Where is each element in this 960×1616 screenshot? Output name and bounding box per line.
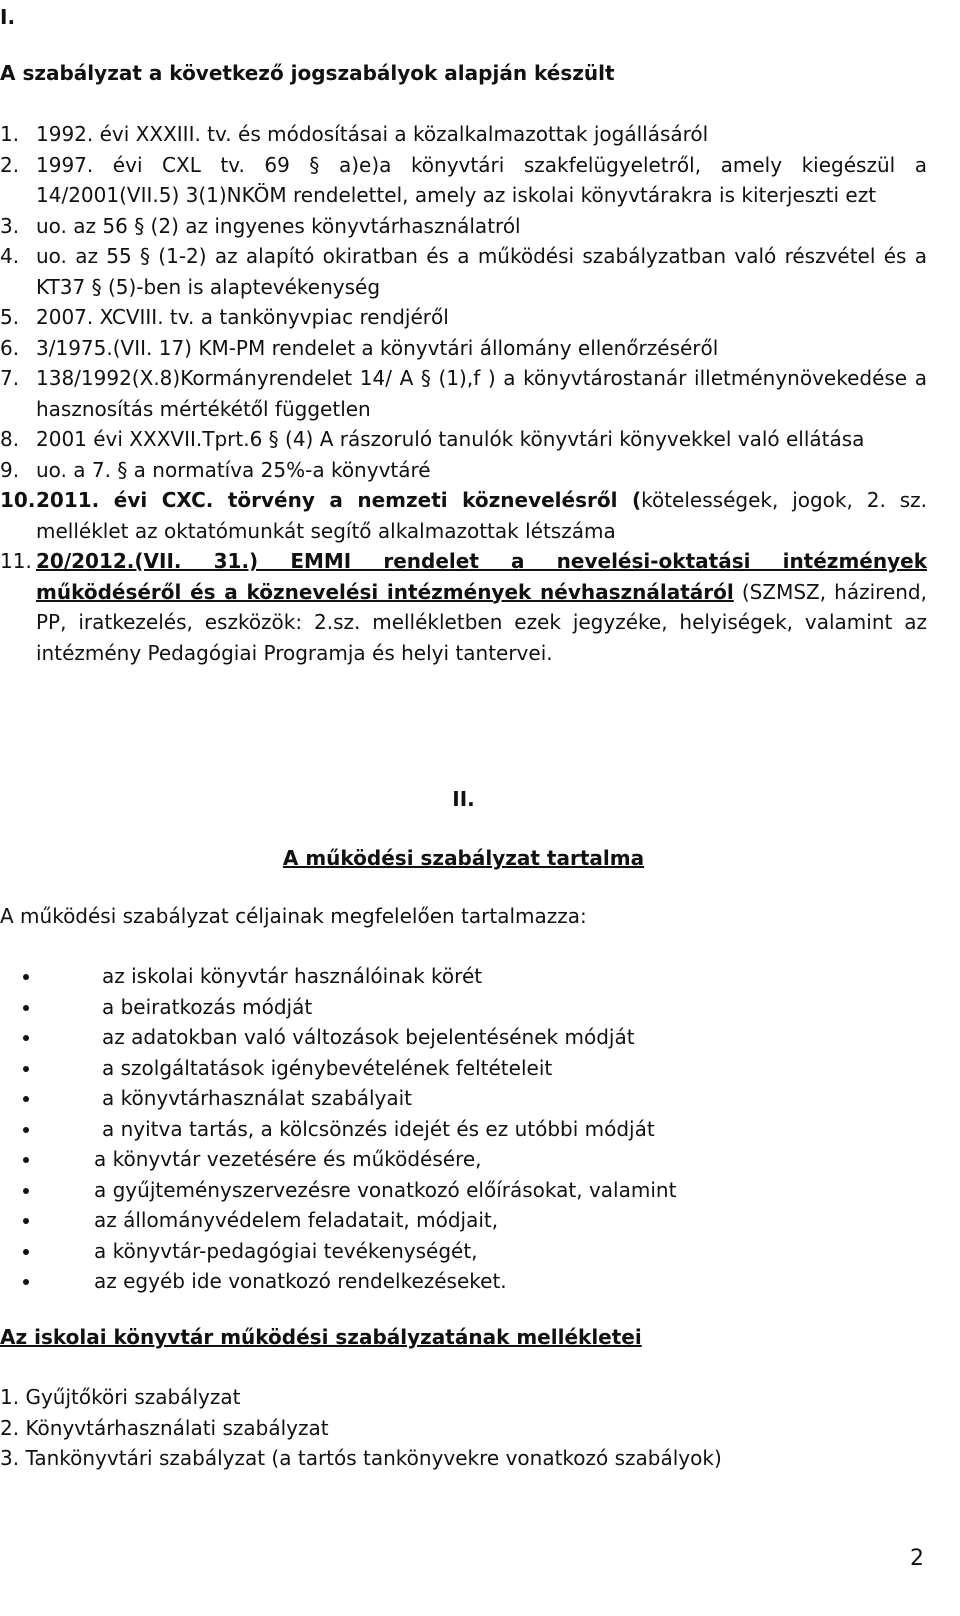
section-heading-legal-basis: A szabályzat a következő jogszabályok alapján készült <box>0 61 615 85</box>
law-item <box>0 546 927 668</box>
bullet-text: a könyvtár vezetésére és működésére, <box>94 1147 482 1171</box>
bullet-item <box>0 1022 927 1053</box>
bullet-text: a szolgáltatások igénybevételének feltételeit <box>102 1055 553 1080</box>
law-text: 2007. XCVIII. tv. a tankönyvpiac rendjéről <box>36 305 449 329</box>
bullet-icon <box>20 1175 34 1206</box>
bullet-item <box>0 1114 927 1145</box>
law-item <box>0 363 927 424</box>
bullet-text: az iskolai könyvtár használóinak körét <box>102 964 483 988</box>
bullet-item <box>0 1236 927 1267</box>
law-text: 1992. évi XXXIII. tv. és módosításai a közalkalmazottak jogállásáról <box>36 122 709 146</box>
bullet-icon <box>20 1236 34 1267</box>
law-item <box>0 211 927 242</box>
bullet-text: az egyéb ide vonatkozó rendelkezéseket. <box>94 1269 507 1293</box>
law-text <box>36 546 927 668</box>
law-number: 8. <box>0 427 20 451</box>
law-number: 2. <box>0 152 20 177</box>
law-text: uo. az 56 § (2) az ingyenes könyvtárhasználatról <box>36 213 521 238</box>
intro-paragraph: A működési szabályzat céljainak megfelelően tartalmazza: <box>0 904 587 928</box>
law-item <box>0 485 927 546</box>
bullet-text: a könyvtárhasználat szabályait <box>102 1086 412 1110</box>
bullet-icon <box>20 1205 34 1236</box>
annex-list <box>0 1382 722 1474</box>
law-note: kötelességek, jogok, 2. sz. melléklet az oktatómunkát segítő alkalmazottak létszáma <box>36 488 927 543</box>
law-number: 9. <box>0 457 20 482</box>
bullet-text: a könyvtár-pedagógiai tevékenységét, <box>94 1238 478 1263</box>
law-title: 2011. évi CXC. törvény a nemzeti köznevelésről ( <box>36 488 642 512</box>
bullet-item <box>0 1144 927 1175</box>
bullet-text: az adatokban való változások bejelentésének módját <box>102 1025 635 1049</box>
bullet-item <box>0 1266 927 1297</box>
law-text: 3/1975.(VII. 17) KM-PM rendelet a könyvtári állomány ellenőrzéséről <box>36 335 719 360</box>
law-text: uo. az 55 § (1-2) az alapító okiratban és a működési szabályzatban való részvétel és a KT37 § (5)-ben is alaptevékenység <box>36 244 927 299</box>
bullet-icon <box>20 1144 34 1175</box>
bullet-item <box>0 1083 927 1114</box>
law-item <box>0 150 927 211</box>
annex-item: 3. Tankönyvtári szabályzat (a tartós tankönyvekre vonatkozó szabályok) <box>0 1446 722 1470</box>
law-text: 138/1992(X.8)Kormányrendelet 14/ A § (1),f ) a könyvtárostanár illetménynövekedése a hasznosítás mértékétől független <box>36 366 927 421</box>
law-text <box>36 485 927 546</box>
law-number: 7. <box>0 366 20 390</box>
law-note: (SZMSZ, házirend, PP, iratkezelés, eszközök: 2.sz. mellékletben ezek jegyzéke, helyiségek, valamint az intézmény Pedagógiai Programja és helyi tantervei. <box>36 579 927 665</box>
bullet-item <box>0 992 927 1023</box>
law-number: 4. <box>0 244 20 268</box>
bullet-icon <box>20 1053 34 1084</box>
annex-item: 2. Könyvtárhasználati szabályzat <box>0 1415 329 1440</box>
law-number: 1. <box>0 122 20 146</box>
section-heading-contents: A működési szabályzat tartalma <box>282 846 645 870</box>
law-item <box>0 302 927 333</box>
law-item <box>0 424 927 455</box>
law-text: 1997. évi CXL tv. 69 § a)e)a könyvtári szakfelügyeletről, amely kiegészül a 14/2001(VII.5) 3(1)NKÖM rendelettel, amely az iskolai könyvtárakra is kiterjeszti ezt <box>36 152 927 207</box>
section-heading-annexes: Az iskolai könyvtár működési szabályzatának mellékletei <box>0 1325 642 1349</box>
bullet-text: a beiratkozás módját <box>102 994 313 1019</box>
law-item <box>0 333 927 364</box>
law-list <box>0 119 927 668</box>
law-number: 6. <box>0 335 20 360</box>
law-number: 10. <box>0 488 36 512</box>
bullet-item <box>0 1053 927 1084</box>
page-number: 2 <box>910 1546 924 1571</box>
bullet-item <box>0 1205 927 1236</box>
bullet-item <box>0 961 927 992</box>
section-number-2: II. <box>452 787 475 811</box>
law-number: 11. <box>0 549 32 573</box>
law-item <box>0 455 927 486</box>
law-title: 20/2012.(VII. 31.) EMMI rendelet a nevelési-oktatási intézmények működéséről és a köznevelési intézmények névhasználatáról <box>36 549 927 604</box>
bullet-text: az állományvédelem feladatait, módjait, <box>94 1208 499 1232</box>
bullet-icon <box>20 1266 34 1297</box>
law-text: 2001 évi XXXVII.Tprt.6 § (4) A rászoruló tanulók könyvtári könyvekkel való ellátása <box>36 427 865 451</box>
bullet-text: a nyitva tartás, a kölcsönzés idejét és ez utóbbi módját <box>102 1116 655 1141</box>
law-text: uo. a 7. § a normatíva 25%-a könyvtáré <box>36 457 431 482</box>
contents-bullet-list <box>0 961 927 1297</box>
section-number-1: I. <box>0 5 16 29</box>
bullet-text: a gyűjteményszervezésre vonatkozó előírásokat, valamint <box>94 1177 677 1202</box>
bullet-icon <box>20 1022 34 1053</box>
law-item <box>0 119 927 150</box>
law-item <box>0 241 927 302</box>
annex-item: 1. Gyűjtőköri szabályzat <box>0 1385 241 1409</box>
law-number: 5. <box>0 305 20 329</box>
law-number: 3. <box>0 213 20 238</box>
bullet-icon <box>20 992 34 1023</box>
bullet-icon <box>20 1114 34 1145</box>
bullet-icon <box>20 1083 34 1114</box>
bullet-item <box>0 1175 927 1206</box>
bullet-icon <box>20 961 34 992</box>
